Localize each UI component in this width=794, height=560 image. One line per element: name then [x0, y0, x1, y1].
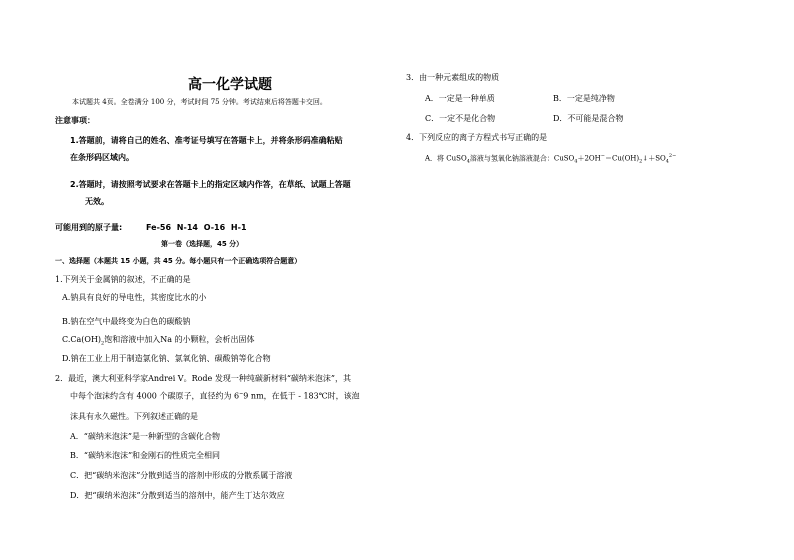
atomic-mass-label: 可能用到的原子量: [55, 223, 123, 232]
q4-a-sub-2: 4 [574, 158, 578, 165]
note-1-line-2: 在条形码区域内。 [70, 153, 134, 162]
q4-option-a [425, 154, 676, 165]
q4-a-mid-4: ↓＋SO [642, 154, 666, 163]
note-2-line-1: 2.答题时，请按照考试要求在答题卡上的指定区域内作答，在草纸、试题上答题 [70, 180, 351, 189]
exam-title: 高一化学试题 [188, 77, 272, 93]
q3-option-d: D．不可能是混合物 [553, 114, 624, 123]
note-2-line-2: 无效。 [85, 197, 109, 206]
q4-stem: 4．下列反应的离子方程式书写正确的是 [406, 133, 548, 142]
q3-option-b: B．一定是纯净物 [553, 94, 615, 103]
q2-option-a: A．“碳纳米泡沫”是一种新型的含碳化合物 [70, 432, 220, 441]
q2-line-2 [70, 392, 360, 401]
notes-heading: 注意事项： [55, 116, 95, 125]
q4-a-sub-3: 2 [639, 158, 643, 165]
q1-option-d: D.钠在工业上用于制造氯化钠、氯氧化钠、碳酸钠等化合物 [62, 354, 271, 363]
q3-option-c: C．一定不是化合物 [425, 114, 496, 123]
q2-line-1: 2．最近，澳大利亚科学家Andrei V。Rode 发现一种纯碳新材料“碳纳米泡沫”，其 [55, 374, 351, 383]
q3-stem: 3．由一种元素组成的物质 [406, 73, 500, 82]
q2-line-2-post: 9 nm，在低于 - 183℃时，该泡 [243, 391, 360, 401]
q4-a-mid-3: ＝Cu(OH) [604, 154, 640, 163]
q2-option-d: D．把“碳纳米泡沫”分散到适当的溶剂中，能产生丁达尔效应 [70, 491, 285, 500]
q1-option-b: B.钠在空气中最终变为白色的碳酸钠 [62, 317, 191, 326]
q4-a-sub-4: 4 [665, 158, 669, 165]
note-1-line-1: 1.答题前，请将自己的姓名、准考证号填写在答题卡上，并将条形码准确粘贴 [70, 136, 343, 145]
q4-a-pre: A．将 CuSO [425, 154, 467, 163]
q2-line-2-pre: 中每个泡沫约含有 4000 个碳原子，直径约为 6 [70, 391, 240, 401]
q4-a-sup-1: − [600, 153, 605, 159]
q2-line-2-tilde: ~ [239, 391, 244, 397]
q1-option-c [62, 336, 255, 347]
q4-a-mid-2: ＋2OH [577, 154, 601, 163]
part-one-heading: 第一卷（选择题，45 分） [161, 240, 244, 248]
q1-option-a: A.钠具有良好的导电性，其密度比水的小 [62, 293, 207, 302]
q3-option-a: A．一定是一种单质 [425, 94, 495, 103]
q1-c-subscript: 2 [101, 340, 105, 347]
q1-stem: 1.下列关于金属钠的叙述，不正确的是 [55, 275, 191, 284]
section-one-heading: 一、选择题（本题共 15 小题，共 45 分。每小题只有一个正确选项符合题意） [55, 257, 302, 265]
q1-c-text: 饱和溶液中加入Na 的小颗粒，会析出固体 [104, 335, 255, 344]
q2-option-c: C．把“碳纳米泡沫”分散到适当的溶剂中形成的分散系属于溶液 [70, 471, 293, 480]
q1-c-formula: C.Ca(OH) [62, 335, 102, 344]
q2-option-b: B．“碳纳米泡沫”和金刚石的性质完全相同 [70, 451, 221, 460]
q4-a-mid-1: 溶液与氢氧化钠溶液混合：CuSO [469, 154, 575, 163]
q4-a-sub-1: 4 [466, 158, 470, 165]
exam-intro: 本试题共 4页。全卷满分 100 分，考试时间 75 分钟。考试结束后将答题卡交回。 [72, 98, 327, 106]
atomic-mass-values: Fe-56 N-14 O-16 H-1 [146, 223, 247, 232]
q2-line-3: 沫具有永久磁性。下列叙述正确的是 [70, 412, 198, 421]
q4-a-sup-2: 2− [668, 153, 677, 159]
